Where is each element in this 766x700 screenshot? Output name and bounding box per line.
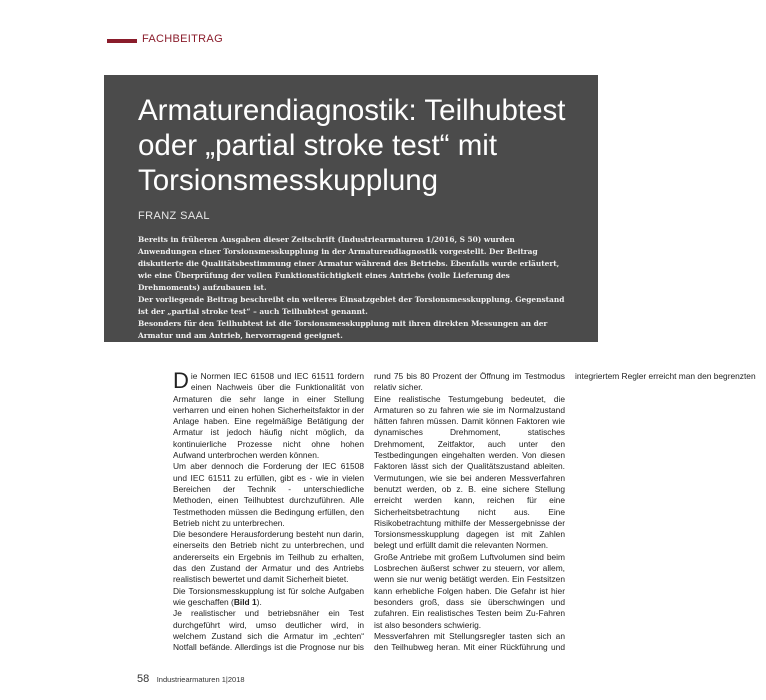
- body-paragraph: Messverfahren mit Stellungsregler tasten sich an den Teilhubweg heran. Mit einer Rückführung und integriertem Regler erreicht man den begrenzten: [374, 371, 756, 653]
- abstract-paragraph: Der vorliegende Beitrag beschreibt ein weiteres Einsatzgebiet der Torsionsmesskupplung. Gegenstand ist der „partial stroke test“ – auch Teilhubtest genannt.: [138, 295, 565, 316]
- article-body: [173, 368, 756, 656]
- page-number: 58: [137, 673, 150, 685]
- drop-cap: D: [173, 368, 189, 393]
- title-banner: [104, 75, 598, 342]
- section-accent-bar: [107, 39, 137, 43]
- page-footer: [137, 669, 245, 687]
- article-title: Armaturendiagnostik: Teilhubtest oder „partial stroke test“ mit Torsionsmesskupplung: [138, 94, 566, 197]
- body-paragraph: Eine realistische Testumgebung bedeutet, die Armaturen so zu fahren wie sie im Normalzustand hätten fahren müssen. Damit können Faktoren wie dynamisches Drehmoment, statisches Drehmoment, Zeitfaktor, auch unter den Testbedingungen eingehalten werden. Von diesen Faktoren lässt sich der Qualitätszustand ableiten. Vermutungen, wie sie bei anderen Messverfahren benutzt werden, ob z. B. eine sichere Stellung erreicht werden kann, reichen für eine Sicherheitsbetrachtung nicht aus. Eine Risikobetrachtung mithilfe der Messergebnisse der Torsionsmesskupplung dagegen ist mit Zahlen belegt und erfüllt damit die relevanten Normen.: [374, 393, 565, 551]
- abstract-paragraph: Bereits in früheren Ausgaben dieser Zeitschrift (Industriearmaturen 1/2016, S 50) wurden Anwendungen einer Torsionsmesskupplung in der Armaturendiagnostik vorgestellt. Der Beitrag diskutierte die Qualitätsbestimmung einer Armatur während des Betriebs. Ebenfalls wurde erläutert, wie eine Überprüfung der vollen Funktionstüchtigkeit eines Antriebs (volle Lieferung des Drehmoments) aufzubauen ist.: [138, 235, 560, 292]
- abstract-paragraph: Besonders für den Teilhubtest ist die Torsionsmesskupplung mit ihren direkten Messungen an der Armatur und am Antrieb, hervorragend geeignet.: [138, 319, 548, 340]
- figure-reference[interactable]: Bild 1: [233, 596, 257, 607]
- body-paragraph: Je realistischer und betriebsnäher ein Test durchgeführt wird, umso deutlicher wird, in welchem Zustand sich die Armatur im „echten“ Notfall befände. Allerdings ist die Prognose nur bis rund 75 bis 80 Prozent der Öffnung im Testmodus relativ sicher.: [173, 371, 565, 653]
- magazine-issue: Industriearmaturen 1|2018: [156, 675, 245, 684]
- body-text: ).: [256, 596, 262, 607]
- body-paragraph: [173, 368, 364, 461]
- body-text: Die Torsionsmesskupplung ist für solche Aufgaben wie geschaffen (: [173, 585, 364, 607]
- body-paragraph: Die besondere Herausforderung besteht nun darin, einerseits den Betrieb nicht zu unterbrechen, und andererseits ein Ergebnis im Teilhub zu erhalten, das den Zustand der Armatur und des Antriebs realistisch bewertet und damit Sicherheit bietet.: [173, 529, 364, 585]
- body-paragraph: [173, 586, 364, 609]
- body-paragraph: Um aber dennoch die Forderung der IEC 61508 und IEC 61511 zu erfüllen, gibt es - wie in vielen Bereichen der Technik - unterschiedliche Methoden, einen Teilhubtest durchzuführen. Alle Testmethoden müssen die Bedingung erfüllen, den Betrieb nicht zu unterbrechen.: [173, 461, 364, 528]
- body-paragraph: Große Antriebe mit großem Luftvolumen sind beim Losbrechen äußerst schwer zu steuern, vor allem, wenn sie nur wenig betätigt werden. Ein Festsitzen kann erhebliche Folgen haben. Die Gefahr ist hier besonders groß, dass sie überschwingen und zufahren. Ein realistisches Testen beim Zu-Fahren ist also besonders schwierig.: [374, 551, 565, 630]
- author-name: FRANZ SAAL: [138, 210, 210, 222]
- section-label: FACHBEITRAG: [142, 33, 223, 45]
- article-abstract: [138, 234, 572, 342]
- body-text: ie Normen IEC 61508 und IEC 61511 fordern einen Nachweis über die Funktionalität von Armaturen die sehr lange in einer Stellung verharren und einen hohen Sicherheitsfaktor in der Anlage haben. Eine regelmäßige Betätigung der Armatur ist jedoch häufig nicht möglich, da kontinuierliche Prozesse nicht ohne hohen Aufwand unterbrochen werden können.: [173, 371, 364, 461]
